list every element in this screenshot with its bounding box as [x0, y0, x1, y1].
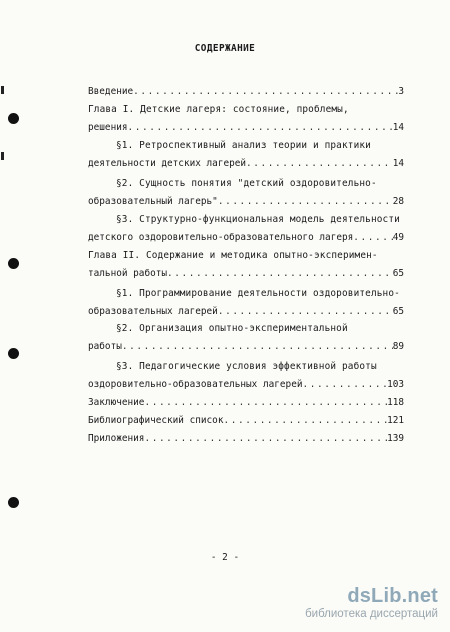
- toc-page-number: 139: [387, 433, 404, 444]
- toc-leader: [128, 122, 393, 134]
- toc-page-number: 103: [387, 379, 404, 390]
- toc-entry: [88, 433, 404, 445]
- punch-hole: [8, 497, 19, 508]
- toc-entry-title-cont: решения: [88, 122, 128, 133]
- toc-entry: [88, 379, 404, 391]
- toc-entry-title: §3. Структурно-функциональная модель деятельности: [116, 214, 400, 225]
- toc-leader: [246, 158, 393, 170]
- punch-hole: [8, 258, 19, 269]
- toc-entry-title: §1. Программирование деятельности оздоровительно-: [116, 288, 400, 299]
- margin-mark: [1, 86, 4, 94]
- punch-hole: [8, 348, 19, 359]
- watermark-subtitle: библиотека диссертаций: [305, 608, 438, 620]
- punch-hole: [8, 113, 19, 124]
- toc-entry-title: §1. Ретроспективный анализ теории и практики: [116, 140, 371, 151]
- toc-entry: [88, 86, 404, 98]
- toc-leader: [144, 433, 387, 445]
- toc-leader: [122, 341, 393, 353]
- toc-entry: [88, 196, 404, 208]
- toc-entry-title-cont: деятельности детских лагерей: [88, 158, 247, 169]
- toc-page-number: 121: [387, 415, 404, 426]
- toc-entry-title-cont: детского оздоровительно-образовательного лагеря: [88, 232, 354, 243]
- toc-entry-title: Глава I. Детские лагеря: состояние, проблемы,: [88, 104, 349, 115]
- margin-mark: [1, 152, 4, 160]
- toc-entry-title: Библиографический список: [88, 415, 224, 426]
- watermark-logo: dsLib.net: [347, 585, 438, 607]
- toc-leader: [167, 268, 393, 280]
- toc-leader: [223, 415, 387, 427]
- toc-page-number: 28: [392, 196, 404, 207]
- toc-page-number: 89: [392, 341, 404, 352]
- toc-entry-title-cont: образовательный лагерь": [88, 196, 218, 207]
- toc-entry-title-cont: оздоровительно-образовательных лагерей: [88, 379, 303, 390]
- toc-entry-title-cont: работы: [88, 341, 122, 352]
- toc-entry: [88, 122, 404, 134]
- toc-entry: [88, 306, 404, 318]
- toc-leader: [144, 397, 387, 409]
- toc-entry-title-cont: тальной работы: [88, 268, 168, 279]
- toc-entry-title: §2. Сущность понятия "детский оздоровительно-: [116, 178, 377, 189]
- toc-entry-title: §2. Организация опытно-экспериментальной: [116, 323, 348, 334]
- toc-leader: [353, 232, 392, 244]
- toc-leader: [302, 379, 387, 391]
- page-title: СОДЕРЖАНИЕ: [194, 43, 256, 54]
- toc-entry-title: Глава II. Содержание и методика опытно-эксперимен-: [88, 250, 378, 261]
- toc-leader: [133, 86, 398, 98]
- toc-page-number: 49: [392, 232, 404, 243]
- toc-entry: [88, 397, 404, 409]
- toc-entry: [88, 415, 404, 427]
- toc-entry: [88, 341, 404, 353]
- toc-entry: [88, 268, 404, 280]
- toc-entry-title-cont: образовательных лагерей: [88, 306, 218, 317]
- toc-page-number: 3: [398, 86, 404, 97]
- toc-entry-title: Приложения: [88, 433, 145, 444]
- toc-entry: [88, 158, 404, 170]
- toc-leader: [218, 306, 393, 318]
- toc-page-number: 65: [392, 268, 404, 279]
- toc-page-number: 65: [392, 306, 404, 317]
- toc-page-number: 14: [392, 158, 404, 169]
- page-number: - 2 -: [210, 552, 240, 563]
- toc-entry-title: §3. Педагогические условия эффективной работы: [116, 361, 377, 372]
- toc-entry-title: Заключение: [88, 397, 145, 408]
- toc-leader: [218, 196, 393, 208]
- toc-entry: [88, 232, 404, 244]
- toc-entry-title: Введение: [88, 86, 134, 97]
- toc-page-number: 14: [392, 122, 404, 133]
- watermark: [305, 585, 438, 621]
- toc-page-number: 118: [387, 397, 404, 408]
